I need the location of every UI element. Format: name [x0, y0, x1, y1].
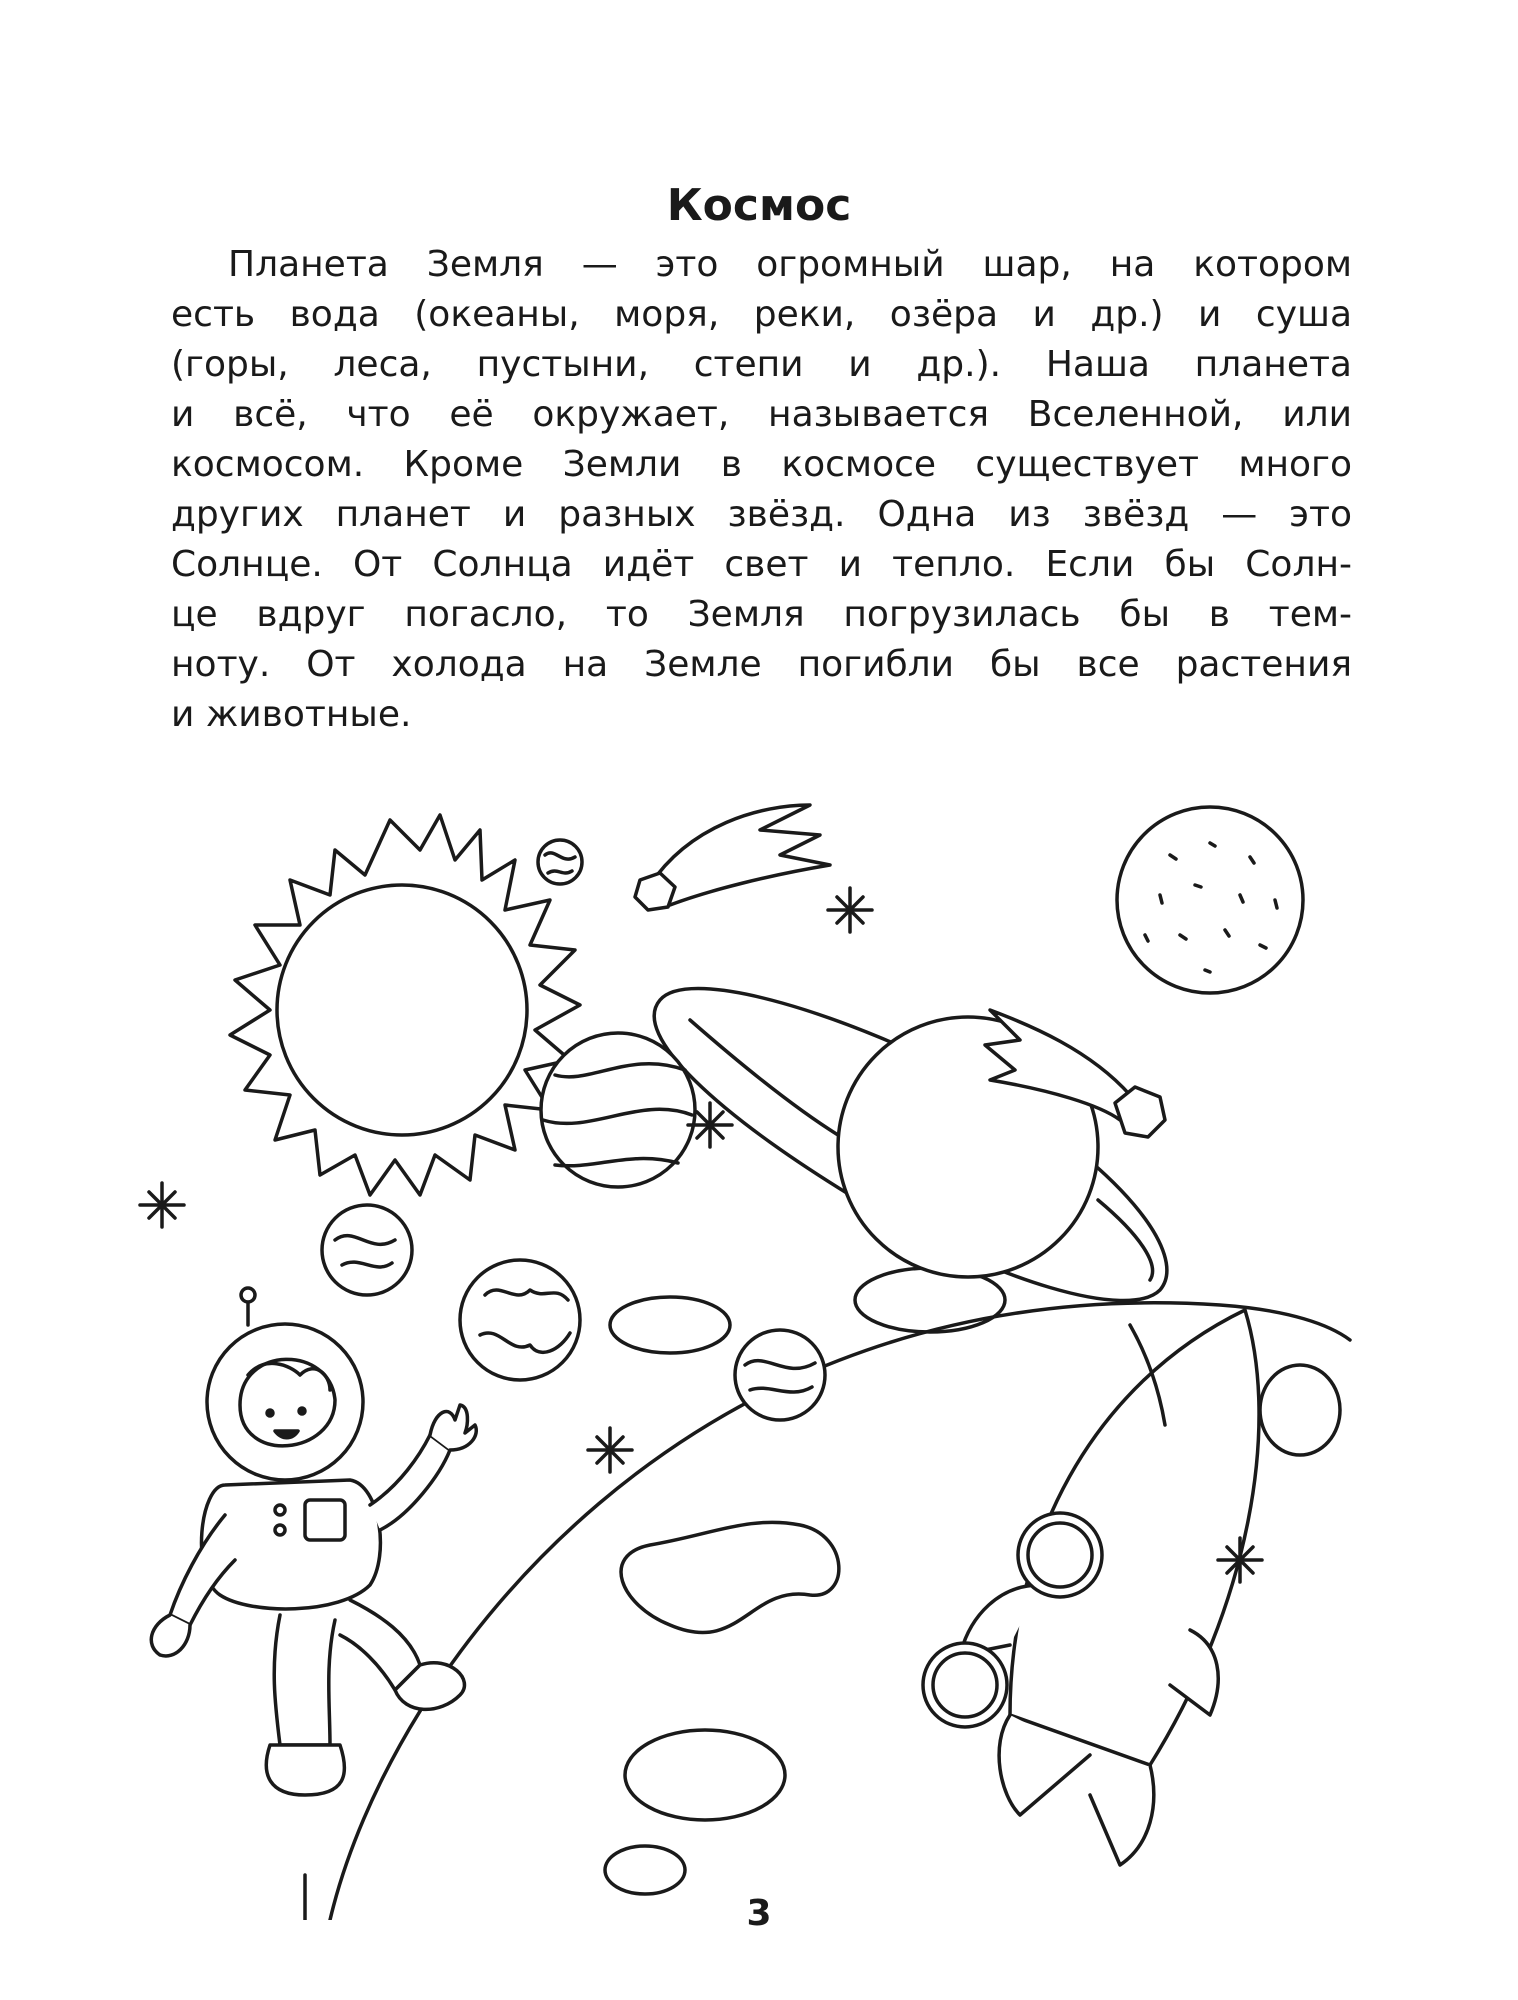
earth-like-planet [460, 1260, 580, 1380]
small-planet [735, 1330, 825, 1420]
star [140, 1183, 184, 1227]
small-planet [322, 1205, 412, 1295]
body-paragraph [171, 240, 1352, 740]
paragraph-line: це вдруг погасло, то Земля погрузилась бы в тем- [171, 594, 1352, 635]
paragraph-line: и всё, что её окружает, называется Вселенной, или [171, 394, 1352, 435]
paragraph-line: и животные. [171, 694, 412, 735]
rocket [923, 1310, 1259, 1865]
page-number: 3 [746, 1893, 772, 1934]
paragraph-line: ноту. От холода на Земле погибли бы все растения [171, 644, 1352, 685]
star [828, 888, 872, 932]
space-coloring-illustration [130, 785, 1370, 1920]
star [588, 1428, 632, 1472]
paragraph-line: космосом. Кроме Земли в космосе существует много [171, 444, 1352, 485]
paragraph-line: есть вода (океаны, моря, реки, озёра и др.) и суша [171, 294, 1352, 335]
moon [1117, 807, 1303, 993]
sun [230, 815, 580, 1195]
paragraph-line: (горы, леса, пустыни, степи и др.). Наша планета [171, 344, 1352, 385]
paragraph-line: других планет и разных звёзд. Одна из звёзд — это [171, 494, 1352, 535]
paragraph-line: Солнце. От Солнца идёт свет и тепло. Если бы Солн- [171, 544, 1352, 585]
paragraph-line: Планета Земля — это огромный шар, на котором [228, 244, 1352, 285]
saturn-planet [654, 989, 1167, 1301]
striped-planet [541, 1033, 695, 1187]
astronaut [151, 1288, 476, 1920]
page-title: Космос [666, 180, 852, 231]
small-planet [538, 840, 582, 884]
comet [635, 805, 830, 910]
